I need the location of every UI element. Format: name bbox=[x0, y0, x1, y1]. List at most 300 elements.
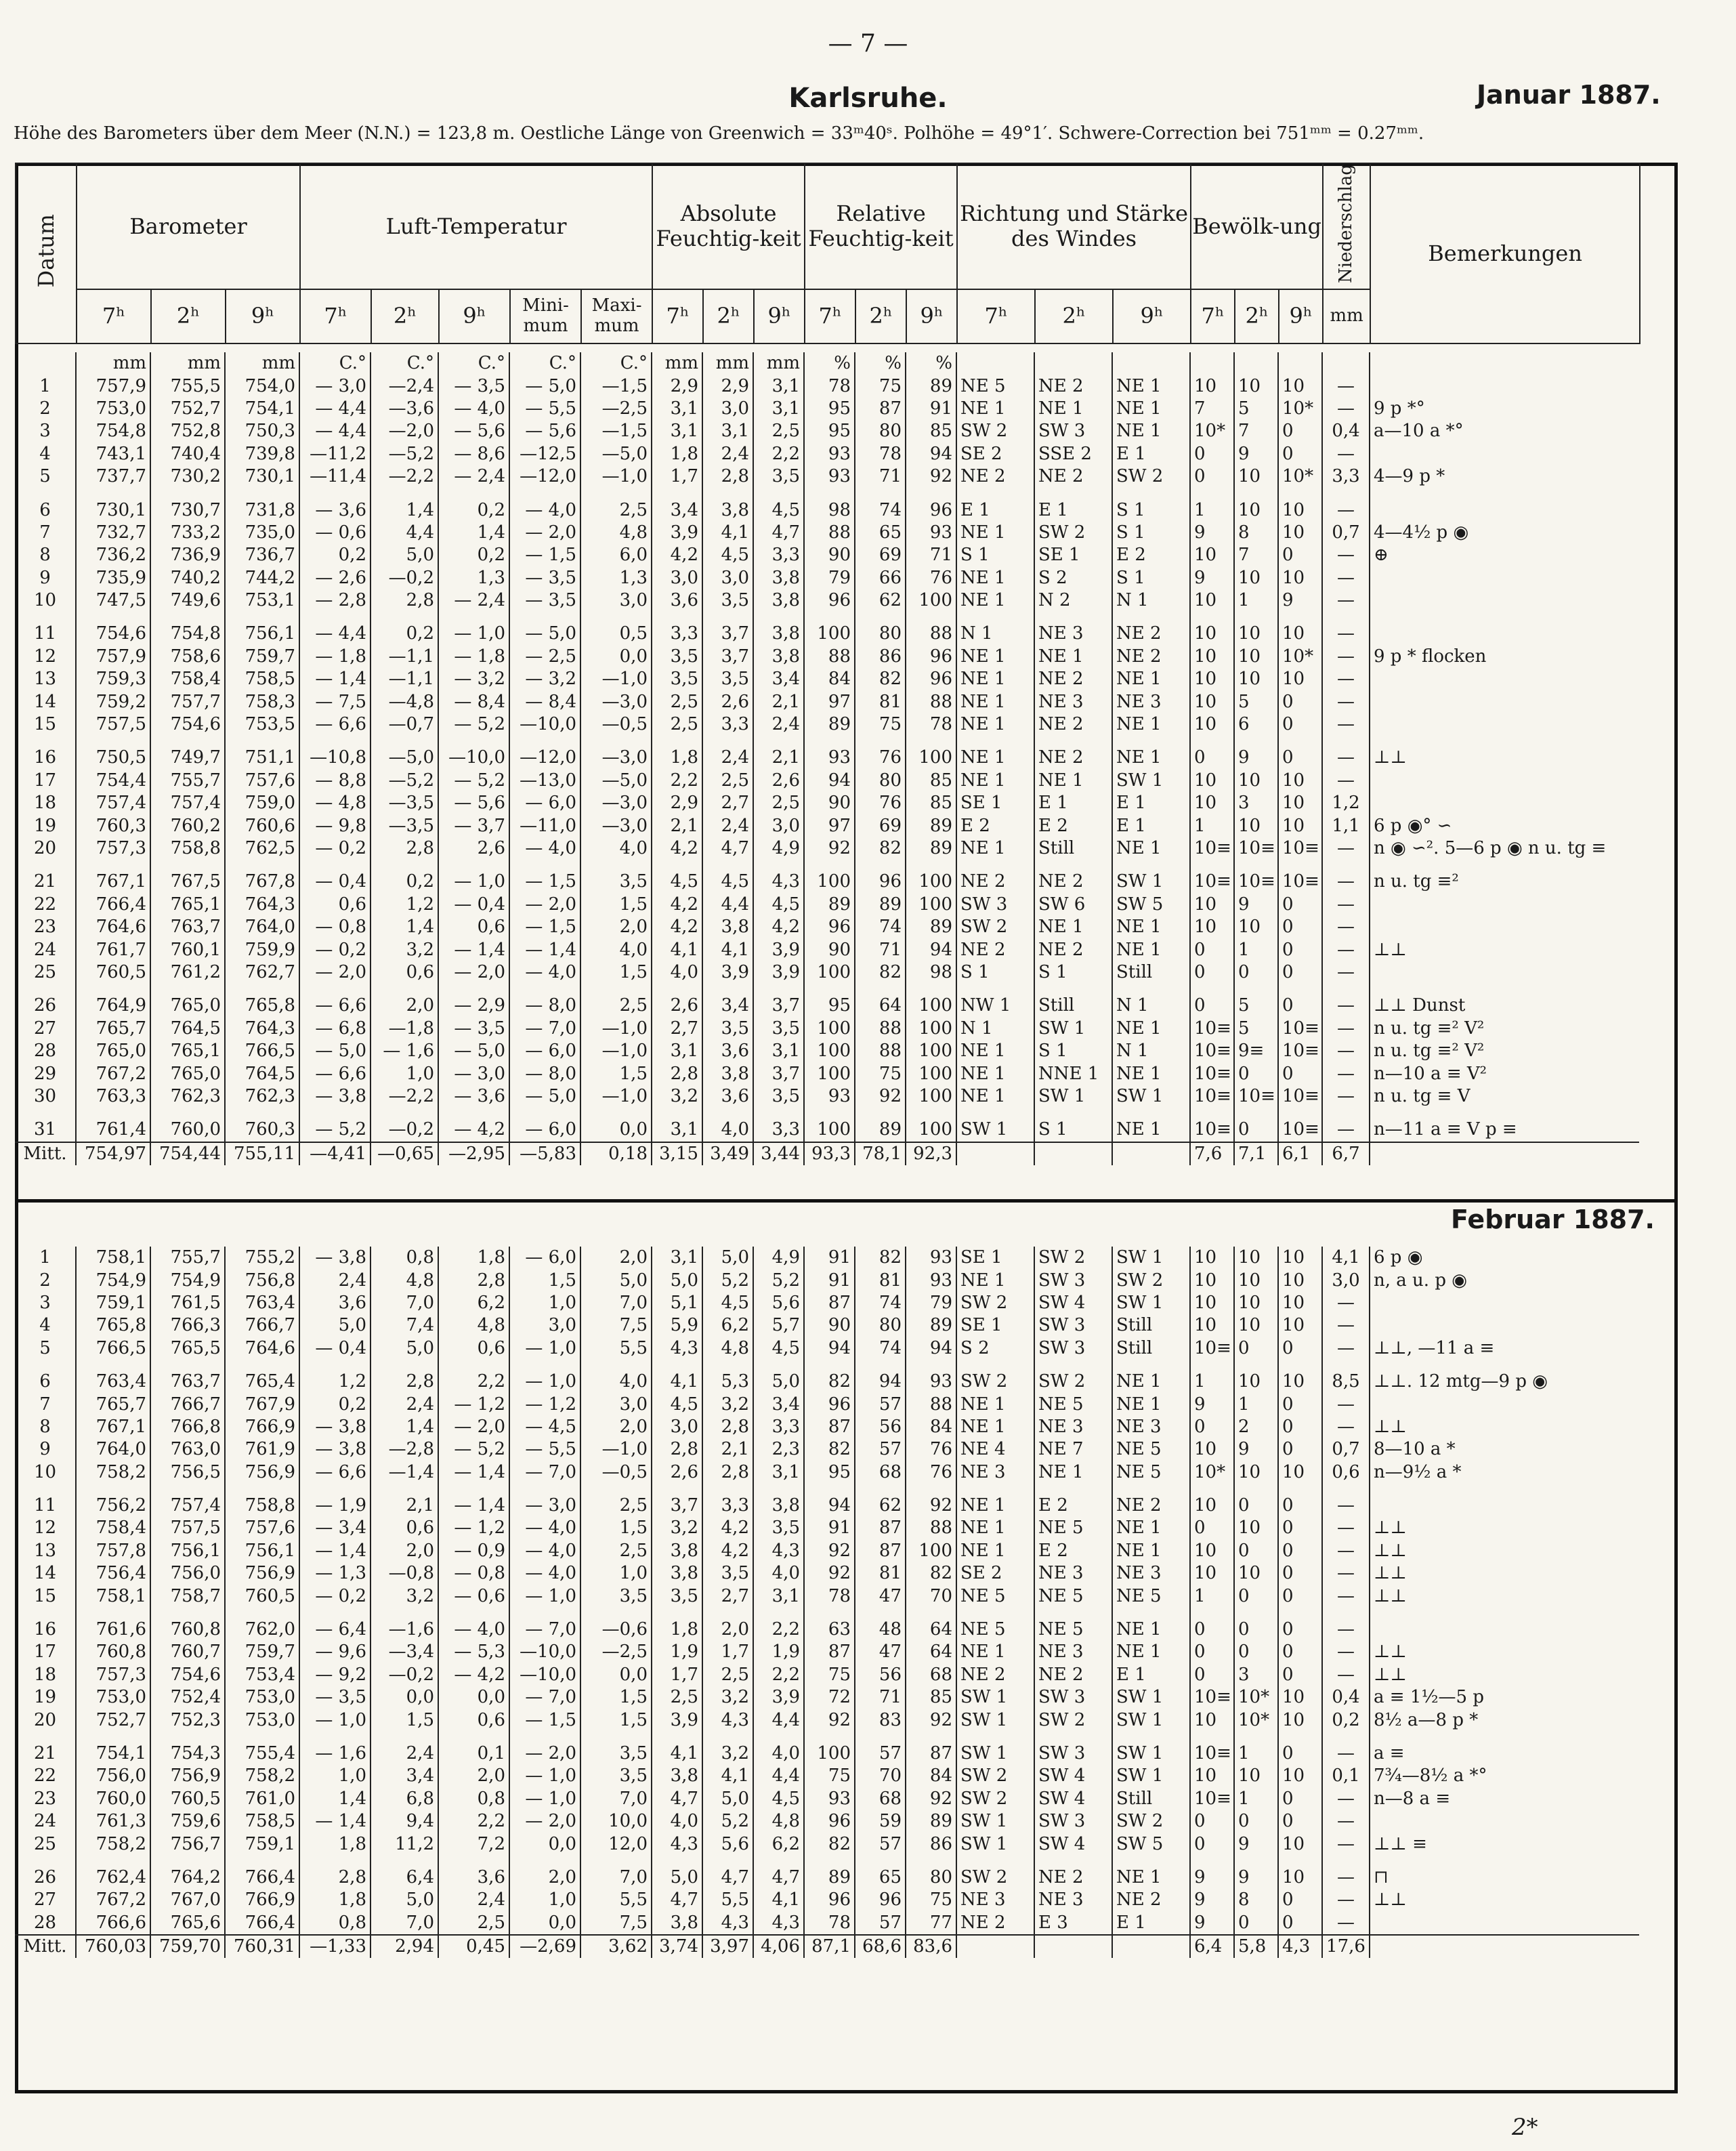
cell-date: 29 bbox=[33, 1063, 57, 1084]
cell-wind2: E 2 bbox=[1034, 1540, 1112, 1562]
cell-wind2: SW 4 bbox=[1034, 1765, 1112, 1787]
cell-rel7: 90 bbox=[804, 544, 855, 566]
cell-bar2: 759,70 bbox=[150, 1935, 225, 1958]
cell-tmin: —10,0 bbox=[509, 713, 580, 736]
cell-t7: — 3,8 bbox=[299, 1247, 371, 1269]
cell-bar7: 730,1 bbox=[76, 488, 150, 521]
cell-cloud2: 1 bbox=[1234, 938, 1278, 961]
cell-t2: —3,4 bbox=[371, 1641, 438, 1663]
cell-abs7: 3,8 bbox=[652, 1562, 702, 1585]
cell-t2: —5,2 bbox=[371, 443, 438, 465]
cell-precip: — bbox=[1322, 1788, 1370, 1810]
table-row bbox=[15, 668, 1639, 690]
cell-cloud7: 10 bbox=[1190, 1562, 1234, 1585]
cell-abs2: 2,4 bbox=[702, 443, 753, 465]
cell-tmax: 1,0 bbox=[580, 1562, 652, 1585]
cell-remarks bbox=[1370, 1142, 1639, 1165]
cell-cloud7: 10 bbox=[1190, 1247, 1234, 1269]
cell-abs2: 4,7 bbox=[702, 837, 753, 860]
cell-abs9: 4,06 bbox=[753, 1935, 804, 1958]
cell-cloud7: 10 bbox=[1190, 713, 1234, 736]
cell-abs7: 4,3 bbox=[652, 1337, 702, 1360]
cell-tmax: 1,3 bbox=[580, 567, 652, 589]
cell-bar2: 767,0 bbox=[150, 1889, 225, 1911]
cell-cloud7: 9 bbox=[1190, 1393, 1234, 1415]
cell-tmin: —12,0 bbox=[509, 465, 580, 488]
cell-bar7: 736,2 bbox=[76, 544, 150, 566]
cell-t9: — 1,8 bbox=[438, 646, 509, 668]
table-row bbox=[15, 961, 1639, 984]
cell-wind9: NE 1 bbox=[1112, 1393, 1190, 1415]
cell-abs7: 3,2 bbox=[652, 1085, 702, 1108]
cell-remarks bbox=[1370, 690, 1639, 713]
cell-bar7: 761,4 bbox=[76, 1108, 150, 1142]
cell-cloud9: 0 bbox=[1278, 1484, 1322, 1517]
cell-rel9: 89 bbox=[906, 1314, 956, 1337]
cell-rel9: 78 bbox=[906, 713, 956, 736]
cell-tmin: —12,0 bbox=[509, 736, 580, 769]
cell-cloud9: 10* bbox=[1278, 398, 1322, 420]
cell-cloud9: 6,1 bbox=[1278, 1142, 1322, 1165]
cell-rel2: 65 bbox=[855, 1856, 906, 1889]
cell-tmin: — 7,0 bbox=[509, 1018, 580, 1040]
cell-wind9: SW 1 bbox=[1112, 770, 1190, 792]
cell-rel9: 100 bbox=[906, 984, 956, 1017]
cell-cloud9: 10≡ bbox=[1278, 837, 1322, 860]
cell-cloud7: 10 bbox=[1190, 1438, 1234, 1461]
cell-t9: 1,8 bbox=[438, 1247, 509, 1269]
cell-rel9: 100 bbox=[906, 1040, 956, 1062]
cell-bar7: 766,6 bbox=[76, 1912, 150, 1935]
cell-precip: — bbox=[1322, 1608, 1370, 1641]
cell-remarks: n u. tg ≡² V² bbox=[1370, 1040, 1639, 1062]
cell-abs9: 3,1 bbox=[753, 1040, 804, 1062]
cell-cloud7: 0 bbox=[1190, 1641, 1234, 1663]
cell-bar2: 763,7 bbox=[150, 916, 225, 938]
cell-date: 2 bbox=[39, 398, 51, 419]
cell-precip: — bbox=[1322, 1664, 1370, 1686]
cell-abs7: 3,9 bbox=[652, 1709, 702, 1731]
cell-abs2: 5,5 bbox=[702, 1889, 753, 1911]
cell-wind7: N 1 bbox=[956, 612, 1034, 645]
month-title-february: Februar 1887. bbox=[1451, 1205, 1655, 1234]
cell-t2: 9,4 bbox=[371, 1810, 438, 1833]
cell-abs7: 2,6 bbox=[652, 1461, 702, 1484]
cell-t2: —1,1 bbox=[371, 646, 438, 668]
cell-abs2: 4,5 bbox=[702, 544, 753, 566]
cell-bar2: 749,7 bbox=[150, 736, 225, 769]
cell-wind7: NE 1 bbox=[956, 1393, 1034, 1415]
cell-cloud7: 7 bbox=[1190, 398, 1234, 420]
table-row bbox=[15, 1810, 1639, 1833]
cell-t7: 2,8 bbox=[299, 1856, 371, 1889]
cell-precip: 0,1 bbox=[1322, 1765, 1370, 1787]
cell-tmin: — 1,0 bbox=[509, 1360, 580, 1393]
cell-tmin: 2,0 bbox=[509, 1856, 580, 1889]
cell-t2: 2,0 bbox=[371, 984, 438, 1017]
cell-rel7: 91 bbox=[804, 1269, 855, 1291]
cell-rel7: 94 bbox=[804, 1484, 855, 1517]
cell-rel2: 68,6 bbox=[855, 1935, 906, 1958]
cell-rel7: 95 bbox=[804, 420, 855, 442]
cell-precip: — bbox=[1322, 668, 1370, 690]
cell-cloud9: 0 bbox=[1278, 1889, 1322, 1911]
cell-tmin: — 5,5 bbox=[509, 398, 580, 420]
cell-date: 19 bbox=[33, 1687, 57, 1708]
cell-bar9: 758,5 bbox=[225, 1810, 299, 1833]
cell-abs7: 4,2 bbox=[652, 894, 702, 916]
cell-bar9: 755,4 bbox=[225, 1732, 299, 1765]
cell-bar7: 758,4 bbox=[76, 1517, 150, 1539]
cell-t7: — 3,5 bbox=[299, 1686, 371, 1709]
cell-cloud2: 7 bbox=[1234, 544, 1278, 566]
cell-abs2: 3,8 bbox=[702, 916, 753, 938]
cell-t9: 2,6 bbox=[438, 837, 509, 860]
cell-precip: — bbox=[1322, 984, 1370, 1017]
cell-t9: — 0,8 bbox=[438, 1562, 509, 1585]
cell-wind2: NE 3 bbox=[1034, 690, 1112, 713]
cell-cloud7: 10≡ bbox=[1190, 1108, 1234, 1142]
cell-rel2: 86 bbox=[855, 646, 906, 668]
cell-abs2: 3,8 bbox=[702, 488, 753, 521]
table-row bbox=[15, 814, 1639, 837]
cell-wind2: Still bbox=[1034, 837, 1112, 860]
table-row bbox=[15, 916, 1639, 938]
cell-rel2: 81 bbox=[855, 1562, 906, 1585]
cell-remarks: n u. tg ≡² V² bbox=[1370, 1018, 1639, 1040]
cell-t7: — 6,6 bbox=[299, 1062, 371, 1085]
cell-rel2: 57 bbox=[855, 1393, 906, 1415]
cell-t2: 2,4 bbox=[371, 1732, 438, 1765]
cell-t9: — 3,5 bbox=[438, 375, 509, 397]
cell-wind9: E 1 bbox=[1112, 792, 1190, 814]
cell-abs9: 6,2 bbox=[753, 1833, 804, 1855]
cell-wind9: Still bbox=[1112, 1788, 1190, 1810]
cell-t2: 0,2 bbox=[371, 860, 438, 893]
cell-tmin: — 8,4 bbox=[509, 690, 580, 713]
cell-t9: — 2,0 bbox=[438, 1416, 509, 1438]
cell-remarks: ⊥⊥ bbox=[1370, 1540, 1639, 1562]
cell-cloud7: 10 bbox=[1190, 1314, 1234, 1337]
cell-bar7: 747,5 bbox=[76, 589, 150, 612]
cell-t7: — 3,6 bbox=[299, 488, 371, 521]
cell-abs2: 2,7 bbox=[702, 792, 753, 814]
cell-precip: — bbox=[1322, 1912, 1370, 1935]
cell-rel7: 82 bbox=[804, 1360, 855, 1393]
cell-bar7: 757,8 bbox=[76, 1540, 150, 1562]
cell-date: 11 bbox=[33, 1495, 57, 1516]
cell-cloud7: 10 bbox=[1190, 1292, 1234, 1314]
cell-rel7: 98 bbox=[804, 488, 855, 521]
cell-bar9: 736,7 bbox=[225, 544, 299, 566]
cell-rel9: 80 bbox=[906, 1856, 956, 1889]
cell-date: 14 bbox=[33, 1563, 57, 1584]
cell-rel7: 88 bbox=[804, 646, 855, 668]
cell-abs2: 4,2 bbox=[702, 1517, 753, 1539]
cell-wind9: NE 1 bbox=[1112, 668, 1190, 690]
cell-wind7: SW 2 bbox=[956, 1788, 1034, 1810]
cell-tmax: 10,0 bbox=[580, 1810, 652, 1833]
cell-rel7: 84 bbox=[804, 668, 855, 690]
cell-wind2: E 1 bbox=[1034, 792, 1112, 814]
cell-t9: — 1,2 bbox=[438, 1517, 509, 1539]
cell-t7: 2,4 bbox=[299, 1269, 371, 1291]
cell-date: 1 bbox=[39, 1247, 51, 1268]
cell-rel2: 74 bbox=[855, 1337, 906, 1360]
cell-bar2: 754,9 bbox=[150, 1269, 225, 1291]
cell-tmin: —10,0 bbox=[509, 1641, 580, 1663]
cell-tmin: — 1,0 bbox=[509, 1337, 580, 1360]
cell-abs2: 3,2 bbox=[702, 1732, 753, 1765]
cell-t9: 0,6 bbox=[438, 916, 509, 938]
cell-rel9: 92 bbox=[906, 1788, 956, 1810]
february-table bbox=[15, 1247, 1639, 1958]
cell-bar9: 764,3 bbox=[225, 894, 299, 916]
cell-wind7: SW 2 bbox=[956, 1765, 1034, 1787]
table-row bbox=[15, 1438, 1639, 1461]
cell-tmin: — 1,0 bbox=[509, 1765, 580, 1787]
cell-bar9: 758,5 bbox=[225, 668, 299, 690]
cell-precip: — bbox=[1322, 443, 1370, 465]
cell-cloud7: 1 bbox=[1190, 814, 1234, 837]
cell-wind9: S 1 bbox=[1112, 488, 1190, 521]
cell-date: 2 bbox=[39, 1270, 51, 1291]
cell-bar9: 756,8 bbox=[225, 1269, 299, 1291]
hdr-temp-max: Maxi-mum bbox=[581, 289, 652, 343]
cell-cloud2: 0 bbox=[1234, 1585, 1278, 1607]
cell-abs2: 3,2 bbox=[702, 1686, 753, 1709]
cell-t9: 0,2 bbox=[438, 544, 509, 566]
cell-abs2: 3,8 bbox=[702, 1062, 753, 1085]
cell-bar9: 762,3 bbox=[225, 1085, 299, 1108]
cell-cloud2: 5 bbox=[1234, 398, 1278, 420]
cell-remarks bbox=[1370, 1810, 1639, 1833]
cell-wind2: NE 2 bbox=[1034, 668, 1112, 690]
cell-wind9: NE 2 bbox=[1112, 1889, 1190, 1911]
cell-bar9: 764,6 bbox=[225, 1337, 299, 1360]
cell-t9: — 4,2 bbox=[438, 1108, 509, 1142]
cell-abs2: 5,3 bbox=[702, 1360, 753, 1393]
cell-t7: — 0,8 bbox=[299, 916, 371, 938]
cell-t7: 1,4 bbox=[299, 1788, 371, 1810]
cell-abs2: 4,5 bbox=[702, 860, 753, 893]
cell-cloud9: 10 bbox=[1278, 1709, 1322, 1731]
cell-rel7: 90 bbox=[804, 1314, 855, 1337]
table-row bbox=[15, 1608, 1639, 1641]
cell-abs7: 3,1 bbox=[652, 420, 702, 442]
cell-abs2: 5,2 bbox=[702, 1810, 753, 1833]
cell-rel9: 68 bbox=[906, 1664, 956, 1686]
cell-wind9: NE 1 bbox=[1112, 1018, 1190, 1040]
cell-rel2: 80 bbox=[855, 420, 906, 442]
cell-abs2: 3,0 bbox=[702, 398, 753, 420]
cell-tmax: —1,0 bbox=[580, 1040, 652, 1062]
cell-t9: — 5,6 bbox=[438, 420, 509, 442]
cell-wind2: SW 2 bbox=[1034, 1247, 1112, 1269]
cell-rel2: 57 bbox=[855, 1732, 906, 1765]
cell-cloud9: 10≡ bbox=[1278, 860, 1322, 893]
cell-tmax: —1,5 bbox=[580, 420, 652, 442]
cell-abs9: 4,3 bbox=[753, 860, 804, 893]
table-row bbox=[15, 984, 1639, 1017]
cell-abs2: 3,9 bbox=[702, 961, 753, 984]
cell-t2: 0,2 bbox=[371, 612, 438, 645]
cell-rel9: 85 bbox=[906, 1686, 956, 1709]
cell-remarks: ⊥⊥ bbox=[1370, 938, 1639, 961]
cell-bar7: mm bbox=[76, 352, 150, 375]
cell-wind9: SW 1 bbox=[1112, 1686, 1190, 1709]
cell-abs9: 2,2 bbox=[753, 443, 804, 465]
cell-wind7: NE 1 bbox=[956, 567, 1034, 589]
table-row bbox=[15, 1269, 1639, 1291]
cell-cloud2: 10 bbox=[1234, 1247, 1278, 1269]
cell-tmin: — 1,5 bbox=[509, 1709, 580, 1731]
cell-rel7: 93 bbox=[804, 736, 855, 769]
cell-abs7: 3,6 bbox=[652, 589, 702, 612]
cell-abs9: 3,8 bbox=[753, 1484, 804, 1517]
cell-bar2: 765,1 bbox=[150, 894, 225, 916]
cell-date: 27 bbox=[33, 1889, 57, 1910]
cell-wind9: NE 1 bbox=[1112, 375, 1190, 397]
cell-t7: 1,2 bbox=[299, 1360, 371, 1393]
cell-precip: — bbox=[1322, 1062, 1370, 1085]
cell-cloud9: 0 bbox=[1278, 938, 1322, 961]
cell-wind7: SW 1 bbox=[956, 1732, 1034, 1765]
cell-rel9: 100 bbox=[906, 736, 956, 769]
cell-rel7: 92 bbox=[804, 1562, 855, 1585]
cell-rel7: 100 bbox=[804, 961, 855, 984]
cell-cloud9: 0 bbox=[1278, 736, 1322, 769]
cell-abs9: 2,6 bbox=[753, 770, 804, 792]
cell-wind7: NE 1 bbox=[956, 1040, 1034, 1062]
cell-cloud9: 0 bbox=[1278, 420, 1322, 442]
cell-t9: — 4,0 bbox=[438, 398, 509, 420]
cell-tmax: 7,0 bbox=[580, 1856, 652, 1889]
cell-wind2: S 1 bbox=[1034, 961, 1112, 984]
cell-date: 15 bbox=[33, 1585, 57, 1606]
cell-wind9: NE 1 bbox=[1112, 1608, 1190, 1641]
cell-t7: — 3,0 bbox=[299, 375, 371, 397]
cell-rel9: 100 bbox=[906, 589, 956, 612]
cell-rel7: 63 bbox=[804, 1608, 855, 1641]
cell-cloud9: 10 bbox=[1278, 1269, 1322, 1291]
cell-rel7: 96 bbox=[804, 916, 855, 938]
cell-bar9: 758,8 bbox=[225, 1484, 299, 1517]
cell-cloud9 bbox=[1278, 352, 1322, 375]
cell-t2: C.° bbox=[371, 352, 438, 375]
cell-bar9: 755,2 bbox=[225, 1247, 299, 1269]
signature-mark: 2* bbox=[1512, 2114, 1538, 2141]
cell-rel7: 89 bbox=[804, 1856, 855, 1889]
cell-t9: — 3,0 bbox=[438, 1062, 509, 1085]
cell-bar9: 760,3 bbox=[225, 1108, 299, 1142]
cell-wind9: Still bbox=[1112, 1314, 1190, 1337]
cell-wind7: NE 5 bbox=[956, 1585, 1034, 1607]
cell-rel9: 89 bbox=[906, 375, 956, 397]
cell-precip: — bbox=[1322, 544, 1370, 566]
cell-t2: —2,0 bbox=[371, 420, 438, 442]
cell-t9: — 0,4 bbox=[438, 894, 509, 916]
cell-t9: 6,2 bbox=[438, 1292, 509, 1314]
cell-rel9: 92,3 bbox=[906, 1142, 956, 1165]
cell-abs9: 3,5 bbox=[753, 465, 804, 488]
cell-rel2: 94 bbox=[855, 1360, 906, 1393]
cell-abs9: 2,1 bbox=[753, 690, 804, 713]
cell-bar2: 755,7 bbox=[150, 770, 225, 792]
cell-tmin: — 1,0 bbox=[509, 1788, 580, 1810]
cell-t7: 0,2 bbox=[299, 544, 371, 566]
cell-tmax: —2,5 bbox=[580, 398, 652, 420]
cell-t2: 5,0 bbox=[371, 544, 438, 566]
cell-bar7: 758,1 bbox=[76, 1585, 150, 1607]
cell-date: 7 bbox=[39, 1394, 51, 1415]
cell-precip: — bbox=[1322, 1018, 1370, 1040]
cell-abs7: 2,9 bbox=[652, 375, 702, 397]
cell-tmax: 3,5 bbox=[580, 1585, 652, 1607]
cell-cloud2: 10* bbox=[1234, 1709, 1278, 1731]
cell-abs7: 2,7 bbox=[652, 1018, 702, 1040]
cell-precip: 0,6 bbox=[1322, 1461, 1370, 1484]
cell-t2: —0,65 bbox=[371, 1142, 438, 1165]
hdr-abs-7: 7ʰ bbox=[652, 289, 703, 343]
cell-remarks bbox=[1370, 589, 1639, 612]
cell-abs2: 3,5 bbox=[702, 1562, 753, 1585]
cell-cloud2: 10 bbox=[1234, 1269, 1278, 1291]
cell-rel9: 88 bbox=[906, 1517, 956, 1539]
cell-wind2: NE 2 bbox=[1034, 713, 1112, 736]
cell-rel7: 95 bbox=[804, 398, 855, 420]
cell-wind2: NE 7 bbox=[1034, 1438, 1112, 1461]
table-row bbox=[15, 1856, 1639, 1889]
cell-rel7: 100 bbox=[804, 612, 855, 645]
cell-cloud7: 1 bbox=[1190, 1585, 1234, 1607]
cell-wind2: NE 2 bbox=[1034, 860, 1112, 893]
cell-wind2: E 1 bbox=[1034, 488, 1112, 521]
cell-abs9: 3,8 bbox=[753, 567, 804, 589]
cell-t2: 0,6 bbox=[371, 961, 438, 984]
cell-t2: 2,8 bbox=[371, 589, 438, 612]
cell-bar7: 765,7 bbox=[76, 1018, 150, 1040]
cell-bar9: 762,5 bbox=[225, 837, 299, 860]
cell-cloud9: 10 bbox=[1278, 792, 1322, 814]
table-row bbox=[15, 938, 1639, 961]
cell-remarks: n u. tg ≡² bbox=[1370, 860, 1639, 893]
cell-bar2: 765,0 bbox=[150, 984, 225, 1017]
cell-t9: 2,0 bbox=[438, 1765, 509, 1787]
cell-wind9: E 1 bbox=[1112, 443, 1190, 465]
cell-abs9: 4,9 bbox=[753, 1247, 804, 1269]
cell-tmin: — 1,5 bbox=[509, 544, 580, 566]
cell-tmin: — 1,0 bbox=[509, 1585, 580, 1607]
cell-t9: 4,8 bbox=[438, 1314, 509, 1337]
cell-tmax: 5,5 bbox=[580, 1337, 652, 1360]
cell-remarks: n—9½ a * bbox=[1370, 1461, 1639, 1484]
cell-t7: — 0,2 bbox=[299, 837, 371, 860]
cell-remarks bbox=[1370, 1393, 1639, 1415]
cell-abs9: 4,9 bbox=[753, 837, 804, 860]
cell-abs7: 5,0 bbox=[652, 1269, 702, 1291]
cell-t7: — 2,6 bbox=[299, 567, 371, 589]
cell-bar2: 752,7 bbox=[150, 398, 225, 420]
cell-bar7: 754,1 bbox=[76, 1732, 150, 1765]
cell-abs7: 2,8 bbox=[652, 1062, 702, 1085]
cell-cloud9: 0 bbox=[1278, 1585, 1322, 1607]
cell-bar7: 766,4 bbox=[76, 894, 150, 916]
cell-tmin: —12,5 bbox=[509, 443, 580, 465]
cell-abs9: 3,1 bbox=[753, 1461, 804, 1484]
cell-precip: — bbox=[1322, 736, 1370, 769]
cell-rel9: 98 bbox=[906, 961, 956, 984]
